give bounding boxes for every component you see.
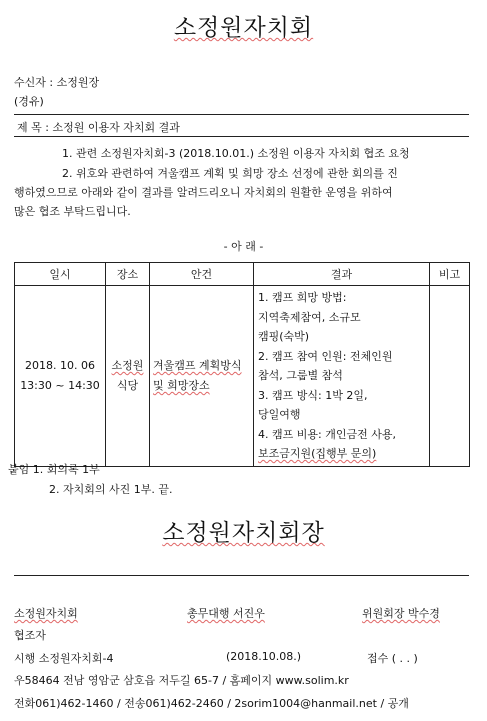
table-row [15, 286, 470, 467]
signature-org: 소정원자치회 [14, 607, 78, 620]
signature-chair: 총무대행 서진우 [187, 607, 265, 620]
cooperator-line: 협조자 [14, 629, 46, 642]
subject-line: 제 목 : 소정원 이용자 자치회 결과 [17, 121, 180, 134]
attachment-line-1: 붙임 1. 회의록 1부 [8, 463, 100, 476]
subject-bottom-rule [14, 136, 469, 137]
body-line-3: 행하였으므로 아래와 같이 결과를 알려드리오니 자치회의 원활한 운영을 위하여 [14, 186, 393, 199]
header-note: 비고 [430, 263, 470, 286]
result-table [14, 262, 470, 467]
body-line-4: 많은 협조 부탁드립니다. [14, 205, 131, 218]
header-agenda: 안건 [150, 263, 254, 286]
footer-rule [14, 575, 469, 576]
enforcement-date: (2018.10.08.) [226, 650, 302, 663]
cell-agenda: 겨울캠프 계획방식 및 희망장소 [150, 286, 254, 467]
cell-note [430, 286, 470, 467]
body-line-1: 1. 관련 소정원자치회-3 (2018.10.01.) 소정원 이용자 자치회 협조 요청 [62, 147, 410, 160]
via-line: (경유) [14, 95, 44, 108]
header-place: 장소 [106, 263, 150, 286]
document-title: 소정원자치회 [173, 15, 314, 41]
table-header-row [15, 263, 470, 286]
header-datetime: 일시 [15, 263, 106, 286]
header-result: 결과 [254, 263, 430, 286]
contact-line: 전화061)462-1460 / 전송061)462-2460 / 2sorim1004@hanmail.net / 공개 [14, 697, 409, 710]
footer-title: 소정원자치회장 [162, 520, 325, 546]
cell-result: 1. 캠프 희망 방법: 지역축제참여, 소규모 캠핑(숙박) 2. 캠프 참여 인원: 전체인원 참석, 그룹별 참석 3. 캠프 방식: 1박 2일, 당일여행 4. 캠프 비용: 개인금전 사용, 보조금지원(집행부 문의) [254, 286, 430, 467]
address-line: 우58464 전남 영암군 삼호읍 저두길 65-7 / 홈페이지 www.solim.kr [14, 674, 349, 687]
enforcement-number: 시행 소정원자치회-4 [14, 652, 114, 665]
recipient-line: 수신자 : 소정원장 [14, 76, 100, 89]
receipt-line: 접수 ( . . ) [367, 652, 418, 665]
cell-datetime: 2018. 10. 06 13:30 ~ 14:30 [15, 286, 106, 467]
notice-heading: - 아 래 - [223, 240, 264, 253]
attachment-line-2: 2. 자치회의 사진 1부. 끝. [49, 483, 173, 496]
subject-top-rule [14, 114, 469, 115]
body-line-2: 2. 위호와 관련하여 겨울캠프 계획 및 희망 장소 선정에 관한 회의를 진 [62, 167, 398, 180]
signature-committee: 위원회장 박수경 [362, 607, 440, 620]
cell-place: 소정원 식당 [106, 286, 150, 467]
